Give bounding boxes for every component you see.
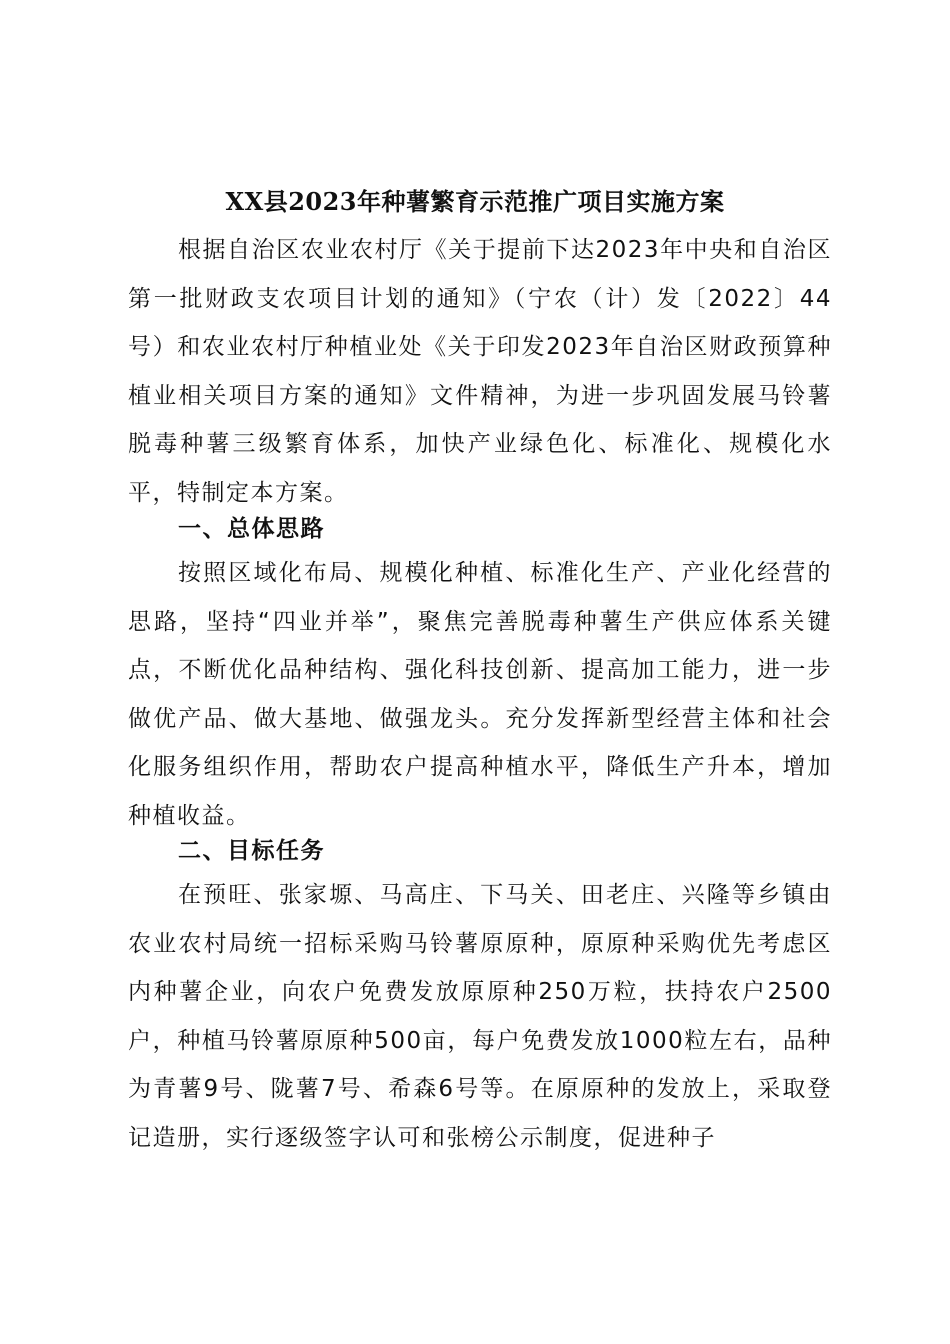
intro-paragraph: 根据自治区农业农村厅《关于提前下达2023年中央和自治区第一批财政支农项目计划的通知》（宁农（计）发〔2022〕44号）和农业农村厅种植业处《关于印发2023年自治区财政预算种植业相关项目方案的通知》文件精神，为进一步巩固发展马铃薯脱毒种薯三级繁育体系，加快产业绿色化、标准化、规模化水平，特制定本方案。 [128,237,832,506]
section1-body-block [128,549,832,840]
section2-paragraph: 在预旺、张家塬、马高庄、下马关、田老庄、兴隆等乡镇由农业农村局统一招标采购马铃薯原原种，原原种采购优先考虑区内种薯企业，向农户免费发放原原种250万粒，扶持农户2500户，种植马铃薯原原种500亩，每户免费发放1000粒左右，品种为青薯9号、陇薯7号、希森6号等。在原原种的发放上，采取登记造册，实行逐级签字认可和张榜公示制度，促进种子 [128,882,832,1151]
section1-heading: 一、总体思路 [178,516,325,542]
section1-paragraph: 按照区域化布局、规模化种植、标准化生产、产业化经营的思路，坚持“四业并举”，聚焦完善脱毒种薯生产供应体系关键点，不断优化品种结构、强化科技创新、提高加工能力，进一步做优产品、做大基地、做强龙头。充分发挥新型经营主体和社会化服务组织作用，帮助农户提高种植水平，降低生产升本，增加种植收益。 [128,560,832,829]
section2-heading: 二、目标任务 [178,838,325,864]
section2-heading-block [128,827,832,876]
document-title: XX县2023年种薯繁育示范推广项目实施方案 [225,187,725,216]
section2-body-block [128,871,832,1162]
section1-heading-block [128,505,832,554]
intro-block [128,226,832,517]
